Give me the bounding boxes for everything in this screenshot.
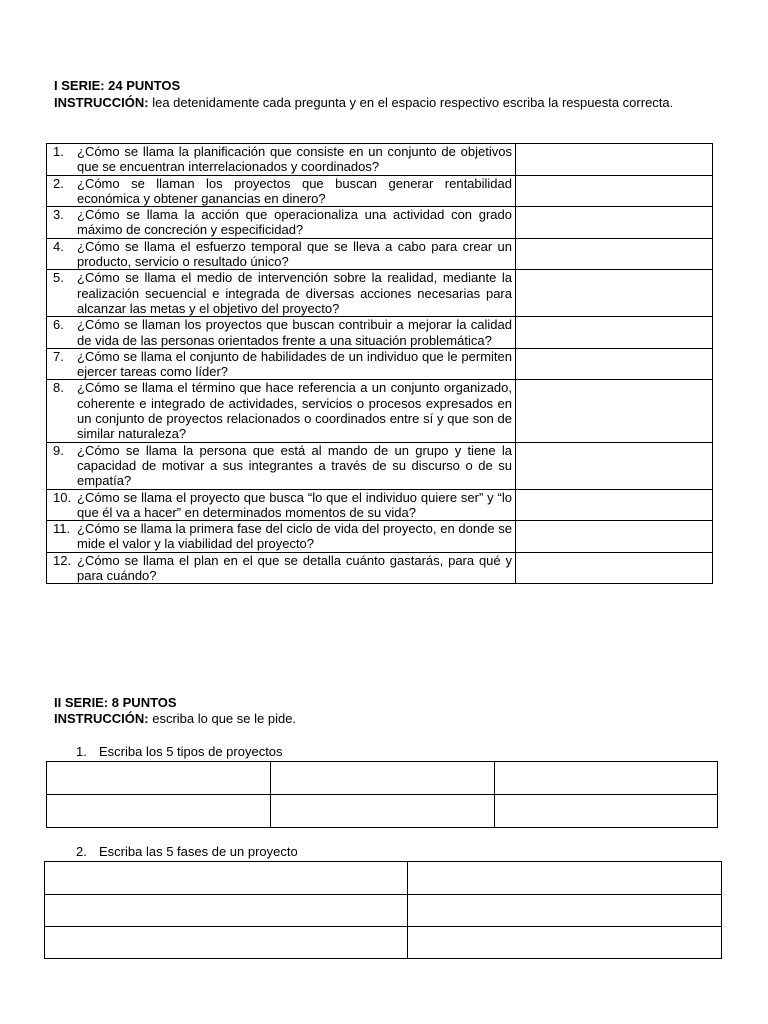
- question-number: 4.: [53, 238, 64, 254]
- question-row: [47, 207, 713, 239]
- project-phase-cell[interactable]: [45, 927, 408, 959]
- question-cell: [47, 144, 516, 176]
- question-number: 10.: [53, 489, 72, 505]
- question-cell: [47, 207, 516, 239]
- question-row: [47, 348, 713, 380]
- question-text: ¿Cómo se llama la primera fase del ciclo de vida del proyecto, en donde se mide el valor y la viabilidad del proyecto?: [77, 521, 512, 552]
- question-cell: [47, 442, 516, 489]
- project-phases-grid: [44, 861, 722, 959]
- question-cell: [47, 489, 516, 521]
- question-number: 7.: [53, 348, 64, 364]
- answer-cell[interactable]: [516, 442, 713, 489]
- answer-cell[interactable]: [516, 489, 713, 521]
- serie2-instruction-text: escriba lo que se le pide.: [148, 711, 297, 726]
- question-cell: [47, 380, 516, 442]
- answer-cell[interactable]: [516, 521, 713, 553]
- question-row: [47, 380, 713, 442]
- question-number: 2.: [53, 175, 64, 191]
- project-type-cell[interactable]: [47, 795, 271, 828]
- question-row: [47, 144, 713, 176]
- questions-table: [46, 143, 713, 584]
- project-phase-cell[interactable]: [45, 862, 408, 895]
- question-text: ¿Cómo se llama el conjunto de habilidades de un individuo que le permiten ejercer tareas como líder?: [77, 348, 512, 380]
- answer-cell[interactable]: [516, 348, 713, 380]
- question-cell: [47, 521, 516, 553]
- answer-cell[interactable]: [516, 380, 713, 442]
- project-type-cell[interactable]: [271, 795, 495, 828]
- answer-cell[interactable]: [516, 207, 713, 239]
- question-row: [47, 270, 713, 317]
- question-cell: [47, 552, 516, 584]
- serie2-item2-number: 2.: [76, 844, 87, 859]
- serie2-title: II SERIE: 8 PUNTOS: [54, 695, 177, 710]
- serie2-item2-text: Escriba las 5 fases de un proyecto: [99, 844, 298, 859]
- question-number: 1.: [53, 144, 64, 159]
- question-cell: [47, 317, 516, 349]
- question-cell: [47, 270, 516, 317]
- question-number: 9.: [53, 442, 64, 458]
- serie1-instruction: [54, 95, 718, 110]
- question-text: ¿Cómo se llaman los proyectos que buscan generar rentabilidad económica y obtener ganancias en dinero?: [77, 175, 512, 206]
- question-cell: [47, 238, 516, 270]
- question-text: ¿Cómo se llama el proyecto que busca “lo que el individuo quiere ser” y “lo que él va a hacer” en determinados momentos de su vida?: [77, 489, 512, 520]
- question-text: ¿Cómo se llama el esfuerzo temporal que se lleva a cabo para crear un producto, servicio o resultado único?: [77, 238, 512, 270]
- question-text: ¿Cómo se llama la acción que operacionaliza una actividad con grado máximo de concreción y especificidad?: [77, 207, 512, 238]
- project-type-cell[interactable]: [47, 762, 271, 795]
- serie1-instruction-text: lea detenidamente cada pregunta y en el espacio respectivo escriba la respuesta correcta.: [148, 95, 674, 110]
- answer-cell[interactable]: [516, 144, 713, 176]
- question-row: [47, 238, 713, 270]
- serie2-item1-number: 1.: [76, 744, 87, 759]
- project-types-grid: [46, 761, 718, 828]
- question-row: [47, 442, 713, 489]
- answer-cell[interactable]: [516, 238, 713, 270]
- question-text: ¿Cómo se llama el término que hace referencia a un conjunto organizado, coherente e integrado de actividades, servicios o procesos expresados en un conjunto de proyectos relacionados o coordinados entre sí y que son de similar naturaleza?: [77, 380, 512, 442]
- answer-cell[interactable]: [516, 552, 713, 584]
- question-row: [47, 521, 713, 553]
- serie1-title: I SERIE: 24 PUNTOS: [54, 78, 181, 93]
- project-phase-cell[interactable]: [408, 895, 722, 927]
- question-row: [47, 489, 713, 521]
- question-text: ¿Cómo se llaman los proyectos que buscan contribuir a mejorar la calidad de vida de las personas orientados frente a una situación problemática?: [77, 317, 512, 348]
- question-text: ¿Cómo se llama el plan en el que se detalla cuánto gastarás, para qué y para cuándo?: [77, 552, 512, 584]
- question-text: ¿Cómo se llama la planificación que consiste en un conjunto de objetivos que se encuentran interrelacionados y coordinados?: [77, 144, 512, 175]
- answer-cell[interactable]: [516, 317, 713, 349]
- question-row: [47, 317, 713, 349]
- question-number: 6.: [53, 317, 64, 333]
- serie2-item1-text: Escriba los 5 tipos de proyectos: [99, 744, 283, 759]
- serie2-instruction-label: INSTRUCCIÓN:: [54, 711, 149, 726]
- project-phase-cell[interactable]: [408, 927, 722, 959]
- question-number: 8.: [53, 380, 64, 396]
- question-row: [47, 175, 713, 207]
- answer-cell[interactable]: [516, 175, 713, 207]
- serie2-item1: [76, 744, 283, 759]
- question-row: [47, 552, 713, 584]
- question-text: ¿Cómo se llama el medio de intervención sobre la realidad, mediante la realización secuencial e integrada de diversas acciones necesarias para alcanzar las metas y el objetivo del proyecto?: [77, 270, 512, 316]
- project-type-cell[interactable]: [495, 795, 718, 828]
- project-phase-cell[interactable]: [408, 862, 722, 895]
- serie1-instruction-label: INSTRUCCIÓN:: [54, 95, 149, 110]
- serie2-item2: [76, 844, 298, 859]
- answer-cell[interactable]: [516, 270, 713, 317]
- project-type-cell[interactable]: [271, 762, 495, 795]
- project-type-cell[interactable]: [495, 762, 718, 795]
- question-number: 11.: [53, 521, 71, 537]
- project-phase-cell[interactable]: [45, 895, 408, 927]
- question-text: ¿Cómo se llama la persona que está al mando de un grupo y tiene la capacidad de motivar a sus integrantes a través de su discurso o de su empatía?: [77, 442, 512, 489]
- question-number: 5.: [53, 270, 64, 286]
- question-cell: [47, 348, 516, 380]
- question-number: 12.: [53, 552, 72, 568]
- question-number: 3.: [53, 207, 64, 223]
- serie2-instruction: [54, 711, 718, 726]
- question-cell: [47, 175, 516, 207]
